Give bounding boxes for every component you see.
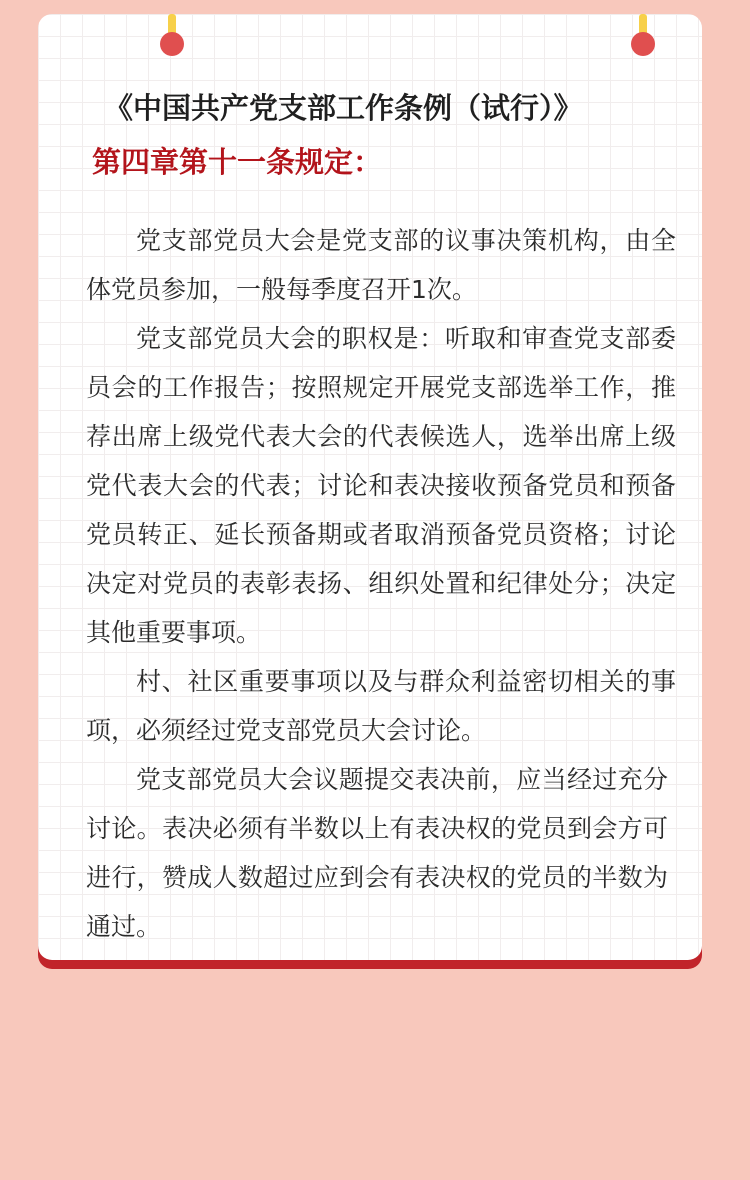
paragraph: 村、社区重要事项以及与群众利益密切相关的事项，必须经过党支部党员大会讨论。 — [86, 667, 676, 745]
paragraph: 党支部党员大会议题提交表决前，应当经过充分讨论。表决必须有半数以上有表决权的党员到会方可进行，赞成人数超过应到会有表决权的党员的半数为通过。 — [86, 765, 668, 941]
article-body — [86, 216, 676, 951]
paragraph: 党支部党员大会的职权是：听取和审查党支部委员会的工作报告；按照规定开展党支部选举工作，推荐出席上级党代表大会的代表候选人，选举出席上级党代表大会的代表；讨论和表决接收预备党员和预备党员转正、延长预备期或者取消预备党员资格；讨论决定对党员的表彰表扬、组织处置和纪律处分；决定其他重要事项。 — [86, 324, 676, 647]
pushpin-icon — [631, 14, 655, 56]
document-title: 《中国共产党支部工作条例（试行）》 — [104, 91, 583, 125]
paragraph: 党支部党员大会是党支部的议事决策机构，由全体党员参加，一般每季度召开1次。 — [86, 226, 676, 304]
chapter-heading: 第四章第十一条规定： — [92, 145, 383, 179]
pushpin-icon — [160, 14, 184, 56]
